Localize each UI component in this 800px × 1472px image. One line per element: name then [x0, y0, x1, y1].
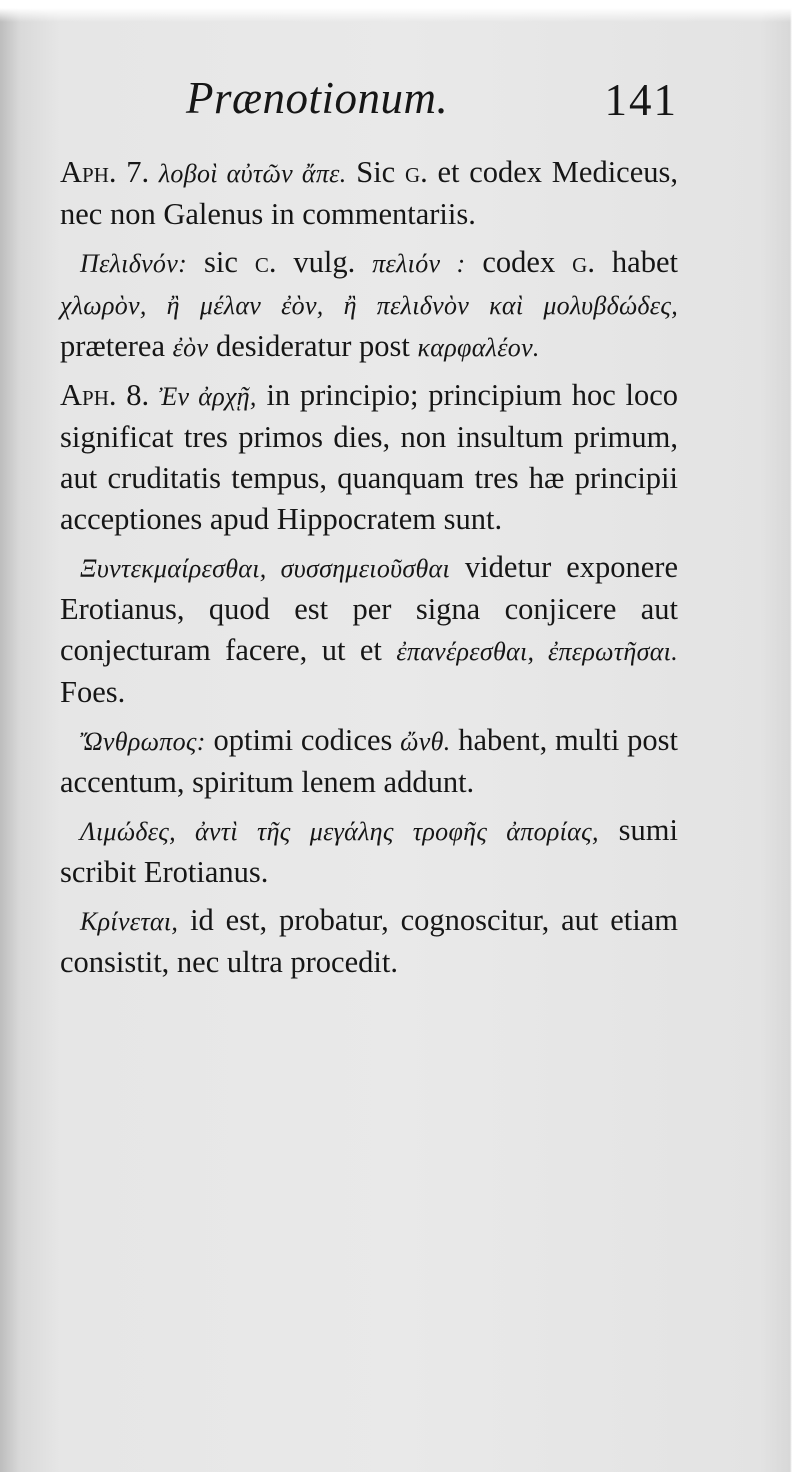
- text-segment: vulg.: [276, 245, 373, 279]
- text-segment: in principio; principium hoc loco significat tres primos dies, non insultum primum, aut cruditatis tempus, quanquam tres hæ principii acceptiones apud Hippocratem sunt.: [60, 378, 679, 536]
- page-top-edge: [0, 0, 800, 22]
- paragraph-xyntekmairesthai: [60, 547, 678, 713]
- text-segment: χλωρὸν, ἢ μέλαν ἐὸν, ἢ πελιδνὸν καὶ μολυβδώδες,: [60, 291, 678, 320]
- text-segment: Κρίνεται,: [80, 907, 179, 936]
- text-segment: videtur exponere Erotianus, quod est per signa conjicere aut conjecturam facere, ut et: [60, 550, 678, 667]
- text-segment: desideratur post: [208, 329, 418, 363]
- text-segment: optimi codices: [205, 723, 401, 757]
- text-segment: Ὤνθρωπος:: [80, 727, 206, 756]
- paragraph-krinetai: [60, 900, 678, 983]
- page-number: 141: [604, 75, 678, 125]
- text-segment: 8.: [116, 378, 159, 412]
- text-segment: Λιμώδες, ἀντὶ τῆς μεγάλης τροφῆς ἀπορίας,: [80, 817, 599, 846]
- text-segment: Sic: [346, 155, 405, 189]
- text-segment: λοβοὶ αὐτῶν ἄπε.: [158, 159, 347, 188]
- paragraph-aph-8: [60, 375, 678, 540]
- paragraph-aph-7: [60, 152, 678, 235]
- text-segment: καρφαλέον.: [417, 333, 540, 362]
- text-segment: habent, multi post accentum, spiritum lenem addunt.: [60, 723, 678, 799]
- text-segment: ἐὸν: [172, 333, 209, 362]
- text-segment: ὤνθ.: [400, 727, 451, 756]
- text-segment: Aph.: [60, 378, 117, 412]
- text-segment: sumi scribit Erotianus.: [60, 813, 678, 889]
- text-segment: g.: [572, 245, 595, 279]
- text-segment: Foes.: [60, 675, 126, 709]
- text-segment: sic: [187, 245, 255, 279]
- text-segment: πελιόν :: [372, 249, 466, 278]
- text-segment: id est, probatur, cognoscitur, aut etiam consistit, nec ultra procedit.: [60, 903, 678, 979]
- text-segment: 7.: [116, 155, 159, 189]
- text-segment: et codex Mediceus, nec non Galenus in commentariis.: [60, 155, 678, 231]
- page-header: [60, 72, 678, 132]
- text-segment: ἐπανέρεσθαι, ἐπερωτῆσαι.: [396, 637, 678, 666]
- text-segment: c.: [254, 245, 277, 279]
- text-segment: codex: [465, 245, 573, 279]
- paragraph-pelidnon: [60, 242, 678, 368]
- text-segment: Ἐν ἀρχῇ,: [158, 382, 257, 411]
- text-segment: g.: [404, 155, 428, 189]
- text-segment: Ξυντεκμαίρεσθαι, συσσημειοῦσθαι: [80, 554, 451, 583]
- text-segment: Πελιδνόν:: [80, 249, 188, 278]
- text-segment: præterea: [60, 329, 173, 363]
- paragraph-limodes: [60, 810, 678, 893]
- page-body: [60, 152, 678, 990]
- paragraph-anthropos: [60, 720, 678, 803]
- text-segment: Aph.: [60, 155, 117, 189]
- running-title: Prænotionum.: [186, 73, 449, 123]
- text-segment: habet: [594, 245, 678, 279]
